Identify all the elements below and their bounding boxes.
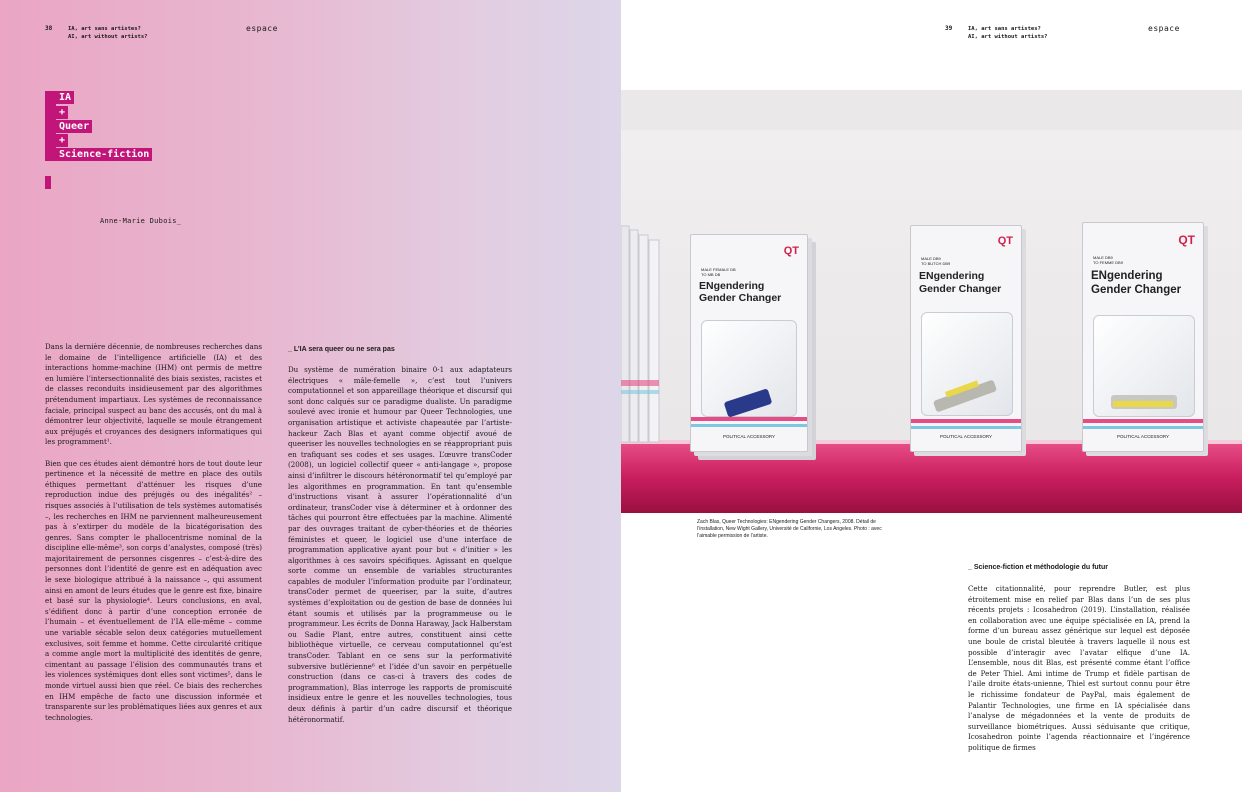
package-footer: POLITICAL ACCESSORY <box>722 434 776 439</box>
running-head: IA, art sans artistes? AI, art without artists? <box>68 26 148 40</box>
product-package <box>690 234 808 452</box>
paragraph: Dans la dernière décennie, de nombreuses recherches dans le domaine de l’intelligence artificielle (IA) et des interactions homme-machine (IHM) ont permis de mettre en lumière l’intersectionnalité des biais sexistes, racistes et de classes reconduits insidieusement par des algorithmes prétendument impartiaux. Les systèmes de reconnaissance faciale, principal suspect au banc des accusés, ont du mal à démontrer leur objectivité, laquelle se moule étrangement aux préjugés et croyances des designers informatiques qui les programment¹. <box>45 342 262 447</box>
section-label: espace <box>246 24 278 33</box>
text-column-1 <box>45 342 262 723</box>
package-product-name: ENgendering Gender Changer <box>699 280 782 304</box>
product-package <box>1082 222 1204 452</box>
title-bar <box>45 91 56 161</box>
brand-logo: QT <box>783 245 799 257</box>
brand-logo: QT <box>997 235 1013 247</box>
section-label: espace <box>1148 24 1180 33</box>
stacked-packages-edge <box>621 226 659 442</box>
package-product-name: ENgendering Gender Changer <box>1091 270 1182 296</box>
title-line: + <box>56 106 68 119</box>
paragraph: Cette citationnalité, pour reprendre Butler, est plus étroitement mise en relief par Blas dans l’un de ses plus récents projets : Icosahedron (2019). L’installation, réalisée en collaboration avec une équipe spécialisée en IA, prend la forme d’un bureau assez générique sur lequel est déposée une boule de cristal bleutée à travers laquelle il nous est possible d’interagir avec l’avatar elfique d’une IA. L’ensemble, nous dit Blas, est présenté comme étant l’office de Peter Thiel. Ami intime de Trump et fidèle partisan de l’aile droite états-unienne, Thiel est surtout connu pour être le richissime fondateur de PayPal, mais également de Palantir Technologies, une firme en IA spécialisée dans l’analyse de mégadonnées et la vente de produits de surveillance biométriques. Aussi séduisante que critique, Icosahedron pointe l’agenda réactionnaire et l’ingérence politique de firmes <box>968 584 1190 752</box>
adapter-label <box>1113 401 1173 407</box>
package-top-label: MALE DB9 TO FEMME DB9 <box>1093 255 1123 265</box>
title-line: Queer <box>56 120 92 133</box>
author-name: Anne-Marie Dubois_ <box>100 217 182 225</box>
title-line: IA <box>56 91 74 104</box>
product-package <box>910 225 1022 452</box>
stripe-pink <box>911 419 1021 423</box>
page-number: 39 <box>945 25 953 32</box>
accent-block <box>45 176 51 189</box>
running-head: IA, art sans artistes? AI, art without artists? <box>968 26 1048 40</box>
stripe-pink <box>691 417 807 421</box>
text-column-3 <box>968 584 1190 754</box>
paragraph: Bien que ces études aient démontré hors de tout doute leur pertinence et la nécessité de mettre en place des outils éthiques permettant d’atténuer les risques d’une reproduction indue des préjugés ou des inégalités² – risques associés à l’utilisation de tels systèmes automatisés –, les recherches en IHM ne parviennent malheureusement pas à s’extirper du modèle de la bicatégorisation des genres. Sans compter le phallocentrisme nominal de la discipline elle-même³, son corps d’analystes, composé (très) majoritairement de personnes cisgenres – c’est-à-dire des personnes dont l’identité de genre est en adéquation avec le sexe biologique attribué à la naissance –, qui assument ainsi en amont de leurs études que le genre est fixe, binaire et basé sur la physiologie⁴. Leurs conclusions, en aval, s’édifient donc à partir d’une conception erronée de l’humain – et éventuellement de l’IA elle-même – comme une variable sécable selon deux catégories mutuellement exclusives, soit femme et homme. Cette circularité critique a comme angle mort la multiplicité des identités de genre, cimentant au passage l’élision des communautés trans et les violences systémiques dont elles sont victimes⁵, dans le monde virtuel aussi bien que réel. Ce biais des recherches en IHM empêche de facto une discussion informée et transparente sur les problématiques liées aux genres et aux technologies. <box>45 458 262 722</box>
stripe-blue <box>911 426 1021 429</box>
text-column-2 <box>288 365 512 725</box>
paragraph: Du système de numération binaire 0-1 aux adaptateurs électriques « mâle-femelle », c’est tout l’univers computationnel et son appareillage théorique et discursif qui sont donc calqués sur ce paradigme dualiste. Un paradigme soulevé avec ironie et humour par Queer Technologies, une organisation artistique et activiste chapeautée par l’artiste-hackeur Zach Blas et ayant comme objectif avoué de queeriser les nouvelles technologies en se réappropriant puis en trafiquant ses codes et ses usages. L’œuvre transCoder (2008), un logiciel collectif queer « anti-langage », propose ainsi d’infiltrer le discours hétéronormatif tel qu’employé par les algorithmes en programmation. En tant qu’ensemble d’instructions visant à assurer l’opérationnalité d’un ordinateur, transCoder vise à déterminer et à ordonner des tâches qui pourront être effectuées par la machine. Alimenté par des ouvrages traitant de cyber-théories et de théories féministes et queer, le logiciel use d’une interface de programmation applicative ayant pour but « d’initier » les algorithmes à ces savoirs spécifiques. Agissant en quelque sorte comme un ensemble de variables structurantes capables de moduler l’information produite par l’ordinateur, transCoder permet de queeriser, par la suite, d’autres systèmes d’exploitation ou de gestion de base de données lui étant soumis et utilisés par la programmeuse ou le programmeur. Les écrits de Donna Haraway, Jack Halberstam ou Sadie Plant, entre autres, constituent ainsi cette bibliothèque virtuelle, ce cerveau computationnel qu’est transCoder. Tablant en ce sens sur la performativité subversive butlérienne⁶ et l’idée d’un savoir en perpétuelle construction (dans ce cas-ci à travers des codes de programmation), Blas interroge les rapports de promiscuité insidieux entre le genre et les nouvelles technologies, tous deux définis à partir d’un cadre discursif et théorique hétéronormatif. <box>288 365 512 724</box>
photo-caption: Zach Blas, Queer Technologies: ENgendering Gender Changers, 2008. Détail de l’installation, New Wight Gallery, Université de Californie, Los Angeles. Photo : avec l’aimable permission de l’artiste. <box>697 519 882 539</box>
title-line: Science-fiction <box>56 148 152 161</box>
package-footer: POLITICAL ACCESSORY <box>939 434 993 439</box>
installation-photo <box>621 90 1242 513</box>
package-product-name: ENgendering Gender Changer <box>919 270 1002 295</box>
stripe-blue <box>691 424 807 427</box>
stripe-pink <box>1083 419 1203 423</box>
stripe-blue <box>1083 426 1203 429</box>
package-footer: POLITICAL ACCESSORY <box>1116 434 1170 439</box>
subheading: _ L’IA sera queer ou ne sera pas <box>288 346 395 353</box>
package-top-label: MALE DB9 TO BUTCH DB9 <box>921 256 951 266</box>
package-top-label: MALE FEMALE DB TO MB DB <box>701 267 736 277</box>
page-number: 38 <box>45 25 53 32</box>
title-line: + <box>56 134 68 147</box>
subheading: _ Science-fiction et méthodologie du futur <box>968 564 1109 571</box>
brand-logo: QT <box>1178 233 1195 247</box>
